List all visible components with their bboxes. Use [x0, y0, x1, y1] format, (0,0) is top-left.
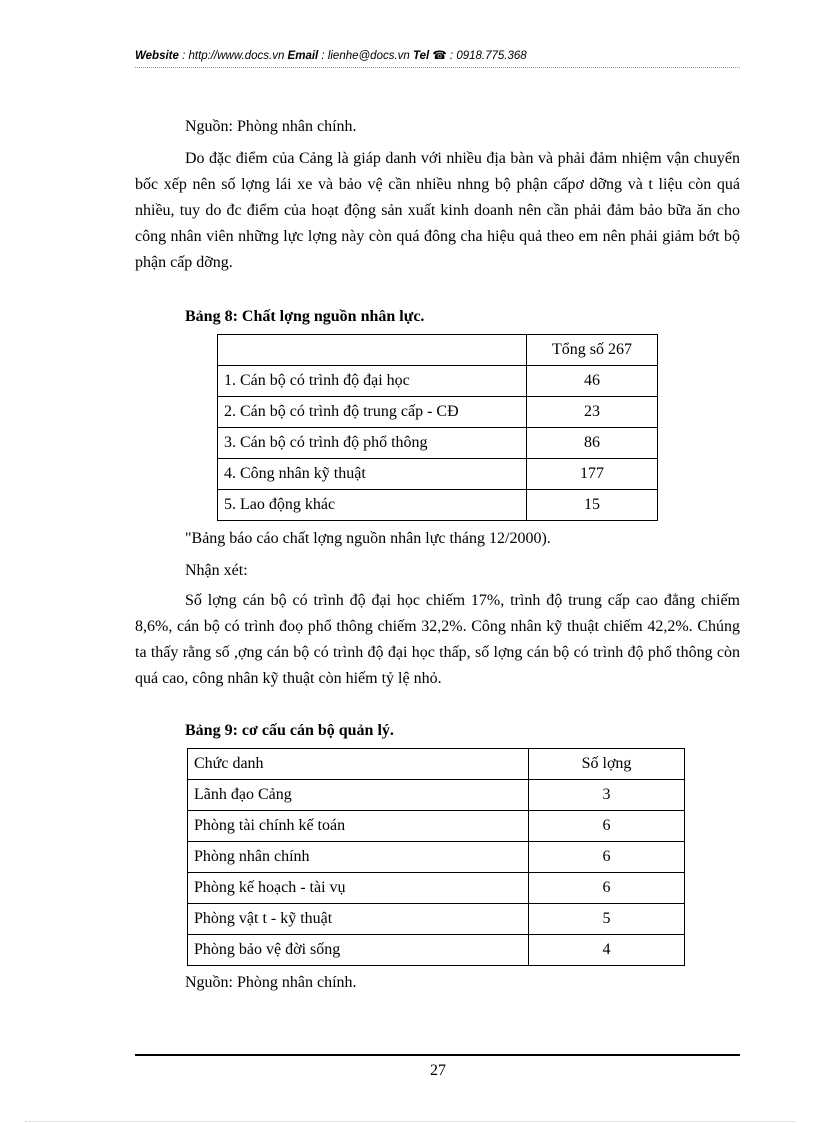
- table-cell: [218, 335, 527, 366]
- table-row: [188, 780, 685, 811]
- table-cell: 5: [529, 904, 685, 935]
- table-row: [188, 873, 685, 904]
- table9-title: Bảng 9: cơ cấu cán bộ quản lý.: [185, 722, 394, 739]
- table-row: [188, 749, 685, 780]
- table-row: [218, 459, 658, 490]
- table8-title: Bảng 8: Chất lợng nguồn nhân lực.: [185, 308, 425, 325]
- table8-header: Tổng số 267: [527, 335, 658, 366]
- table-cell: 6: [529, 842, 685, 873]
- table-cell: Phòng bảo vệ đời sống: [188, 935, 529, 966]
- table-cell: Phòng kế hoạch - tài vụ: [188, 873, 529, 904]
- source-note-1: Nguồn: Phòng nhân chính.: [185, 118, 357, 135]
- table9-col-header-count: Số lợng: [529, 749, 685, 780]
- table-cell: 2. Cán bộ có trình độ trung cấp - CĐ: [218, 397, 527, 428]
- page-header: [135, 48, 740, 62]
- table-cell: Lãnh đạo Cảng: [188, 780, 529, 811]
- table-row: [188, 904, 685, 935]
- table-cell: 177: [527, 459, 658, 490]
- paragraph-2: Số lợng cán bộ có trình độ đại học chiếm 17%, trình độ trung cấp cao đẳng chiếm 8,6%, cán bộ có trình đoọ phổ thông chiếm 32,2%. Công nhân kỹ thuật chiếm 42,2%. Chúng ta thấy rằng số ,ợng cán bộ có trình độ đại học thấp, số lợng cán bộ có trình độ phổ thông còn quá cao, công nhân kỹ thuật còn hiếm tỷ lệ nhỏ.: [135, 592, 740, 687]
- table-cell: 6: [529, 873, 685, 904]
- table-row: [188, 842, 685, 873]
- website-label: Website: [135, 50, 179, 62]
- footer-divider: [135, 1054, 740, 1056]
- tel-value: ☎ : 0918.775.368: [429, 50, 527, 62]
- table-row: [188, 811, 685, 842]
- table-cell: 6: [529, 811, 685, 842]
- table-cell: 46: [527, 366, 658, 397]
- table-cell: 1. Cán bộ có trình độ đại học: [218, 366, 527, 397]
- header-divider: [135, 67, 740, 68]
- remark-label: Nhận xét:: [185, 562, 248, 579]
- table-row: [218, 428, 658, 459]
- bottom-divider: [25, 1121, 795, 1122]
- table-row: [218, 490, 658, 521]
- table-cell: 86: [527, 428, 658, 459]
- page-number: 27: [430, 1062, 446, 1079]
- table-cell: 4. Công nhân kỹ thuật: [218, 459, 527, 490]
- table-row: [218, 366, 658, 397]
- email-label: Email: [287, 50, 319, 62]
- email-value: : lienhe@docs.vn: [318, 50, 414, 62]
- tel-label: Tel: [413, 50, 430, 62]
- table-cell: 3. Cán bộ có trình độ phổ thông: [218, 428, 527, 459]
- table8: [217, 334, 658, 521]
- table-cell: Phòng nhân chính: [188, 842, 529, 873]
- paragraph-1: Do đặc điểm của Cảng là giáp danh với nhiều địa bàn và phải đảm nhiệm vận chuyển bốc xếp nên số lợng lái xe và bảo vệ cần nhiều nhng bộ phận cấpơ dỡng và t liệu còn quá nhiều, tuy do đc điểm của hoạt động sản xuất kinh doanh nên cần phải đảm bảo bữa ăn cho công nhân viên những lực lợng này còn quá đông cha hiệu quả theo em nên phải giảm bớt bộ phận cấp dỡng.: [135, 150, 740, 271]
- table-cell: 4: [529, 935, 685, 966]
- table-cell: Phòng tài chính kế toán: [188, 811, 529, 842]
- table-row: [188, 935, 685, 966]
- source-note-2: Nguồn: Phòng nhân chính.: [185, 974, 357, 991]
- website-value: : http://www.docs.vn: [178, 50, 288, 62]
- table-cell: 23: [527, 397, 658, 428]
- table9-col-header-title: Chức danh: [188, 749, 529, 780]
- table-cell: Phòng vật t - kỹ thuật: [188, 904, 529, 935]
- table-row: [218, 397, 658, 428]
- table-cell: 5. Lao động khác: [218, 490, 527, 521]
- table-row: [218, 335, 658, 366]
- table8-source: "Bảng báo cáo chất lợng nguồn nhân lực tháng 12/2000).: [185, 530, 551, 547]
- table-cell: 15: [527, 490, 658, 521]
- table-cell: 3: [529, 780, 685, 811]
- table9: [187, 748, 685, 966]
